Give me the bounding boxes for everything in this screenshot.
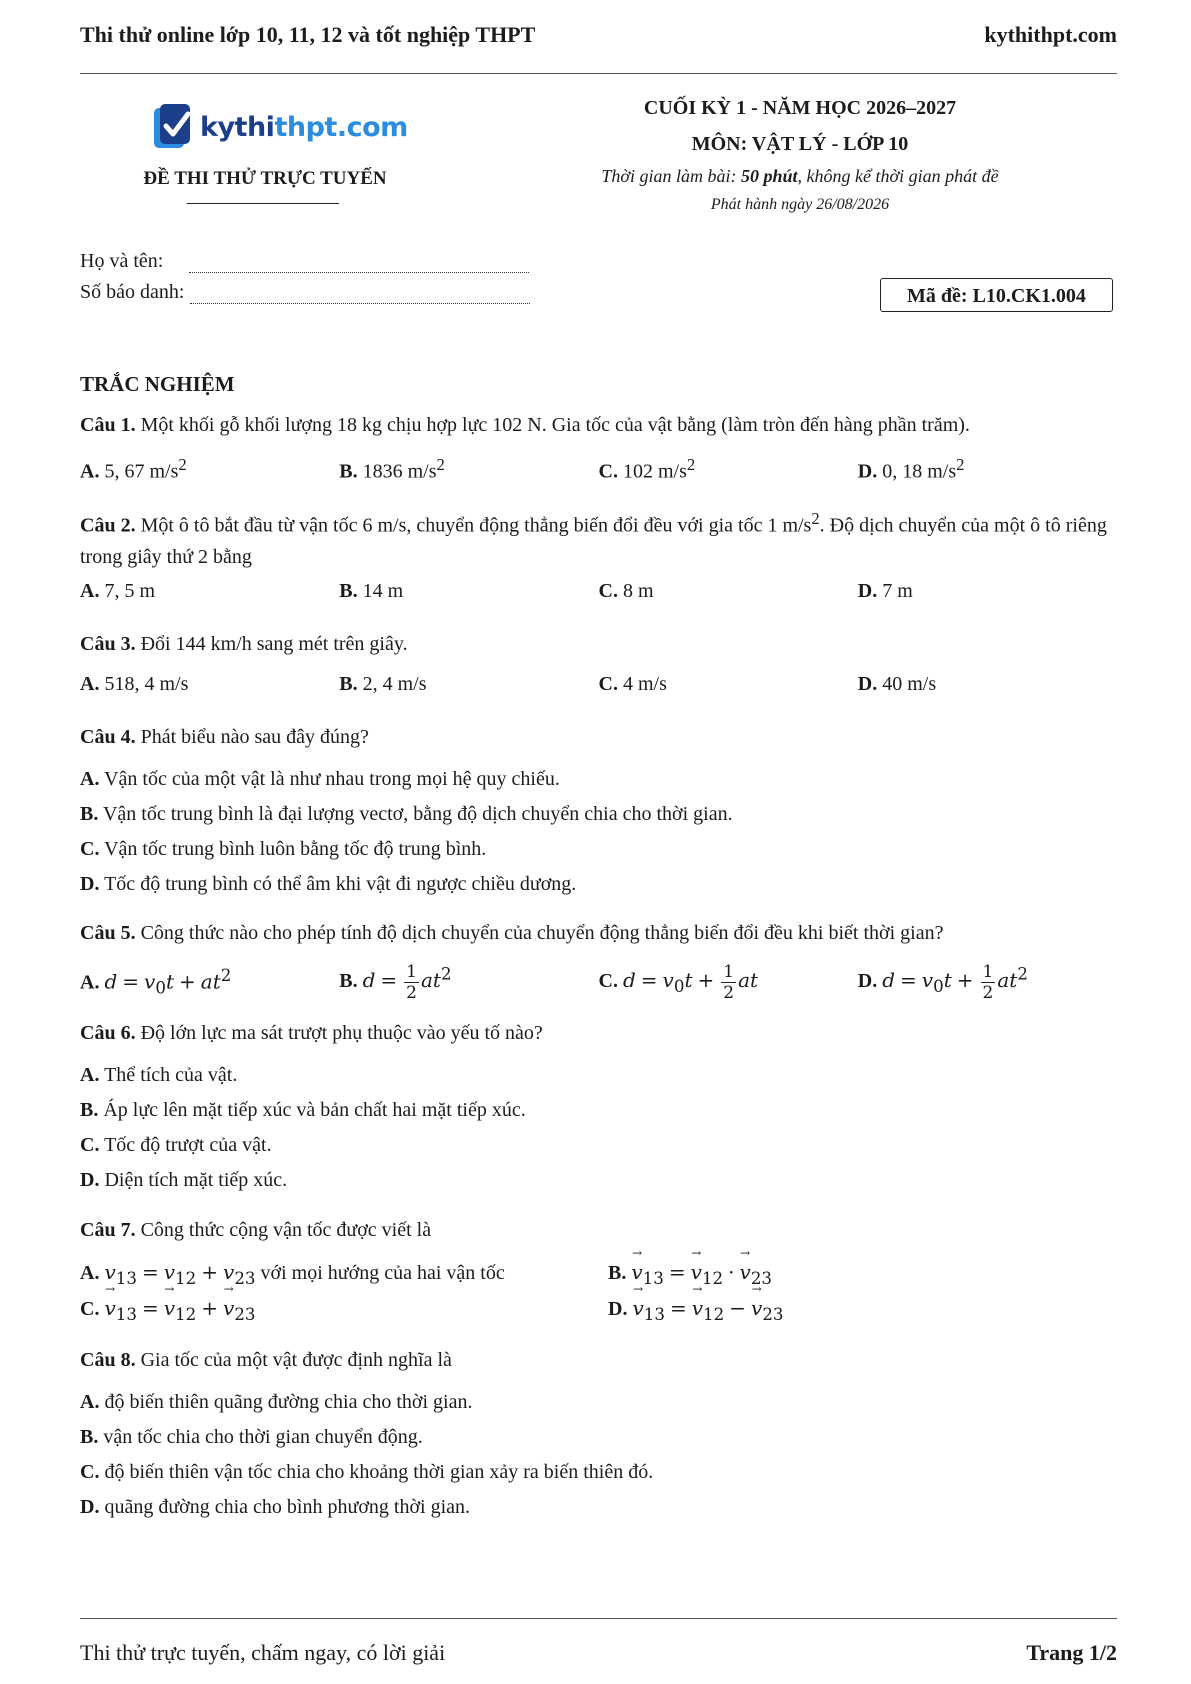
section-title: TRẮC NGHIỆM bbox=[80, 372, 235, 396]
question-8-option-d[interactable] bbox=[80, 1496, 470, 1519]
option-label: C. bbox=[598, 673, 618, 695]
option-label: D. bbox=[857, 969, 878, 992]
option-unit: m/s bbox=[657, 460, 687, 483]
duration-suffix: , không kể thời gian phát đề bbox=[797, 166, 999, 186]
option-label: B. bbox=[80, 1099, 99, 1121]
option-b[interactable] bbox=[339, 580, 598, 603]
question-text: Công thức nào cho phép tính độ dịch chuyển của chuyển động thẳng biến đổi đều khi biết thời gian? bbox=[140, 922, 944, 944]
option-text: vận tốc chia cho thời gian chuyển động. bbox=[103, 1426, 423, 1448]
option-value: 40 m/s bbox=[882, 673, 937, 695]
question-4-option-b[interactable] bbox=[80, 803, 733, 826]
option-d[interactable] bbox=[858, 673, 1117, 696]
id-label: Số báo danh: bbox=[80, 281, 185, 303]
duration-value: 50 phút bbox=[741, 166, 798, 186]
question-4 bbox=[80, 722, 1117, 753]
question-text: Công thức cộng vận tốc được viết là bbox=[140, 1219, 432, 1241]
exam-info bbox=[560, 96, 1040, 214]
option-text: độ biến thiên vận tốc chia cho khoảng thời gian xảy ra biến thiên đó. bbox=[104, 1461, 654, 1483]
option-value: 5, 67 bbox=[104, 460, 145, 483]
question-6 bbox=[80, 1018, 1117, 1049]
option-unit: m/s bbox=[927, 460, 957, 483]
question-2: Câu 2. Một ô tô bắt đầu từ vận tốc 6 m/s, chuyển động thẳng biến đổi đều với gia tốc 1 $m/s^2$. Độ dịch chuyển của một ô tô riêng trong giây thứ 2 bằng bbox=[80, 509, 1107, 568]
question-4-option-d[interactable] bbox=[80, 873, 576, 896]
option-label: A. bbox=[80, 460, 100, 483]
option-label: D. bbox=[857, 460, 878, 483]
option-value: 2, 4 m/s bbox=[362, 673, 427, 695]
question-6-option-c[interactable] bbox=[80, 1134, 272, 1157]
option-text: Thể tích của vật. bbox=[104, 1064, 238, 1086]
duration-prefix: Thời gian làm bài: bbox=[601, 166, 741, 186]
exam-code-box: Mã đề: L10.CK1.004 bbox=[880, 278, 1113, 312]
question-text: Gia tốc của một vật được định nghĩa là bbox=[140, 1349, 452, 1371]
option-c[interactable] bbox=[599, 580, 858, 603]
option-a[interactable] bbox=[80, 580, 339, 603]
option-text: với mọi hướng của hai vận tốc bbox=[260, 1262, 505, 1284]
question-text: Đổi 144 km/h sang mét trên giây. bbox=[140, 633, 408, 655]
option-unit: m/s bbox=[407, 460, 437, 483]
option-label: A. bbox=[80, 673, 100, 695]
option-value: 8 m bbox=[622, 580, 654, 602]
option-c[interactable] bbox=[599, 673, 858, 696]
option-label: A. bbox=[80, 580, 100, 602]
option-label: D. bbox=[608, 1298, 628, 1320]
option-a[interactable]: A. 5, 67 $m/s^2$ bbox=[80, 455, 187, 483]
option-label: D. bbox=[857, 580, 878, 602]
option-label: C. bbox=[598, 460, 618, 483]
option-value: 4 m/s bbox=[622, 673, 667, 695]
option-label: B. bbox=[339, 580, 358, 602]
page-footer bbox=[80, 1640, 1117, 1666]
option-text: Áp lực lên mặt tiếp xúc và bản chất hai mặt tiếp xúc. bbox=[103, 1099, 526, 1121]
option-value: 7 m bbox=[882, 580, 913, 602]
name-label: Họ và tên: bbox=[80, 250, 164, 272]
question-text: Độ lớn lực ma sát trượt phụ thuộc vào yếu tố nào? bbox=[140, 1022, 543, 1044]
option-b[interactable]: B. d = $\frac{1}{2}$ $at^2$ bbox=[339, 961, 452, 1003]
question-4-option-a[interactable] bbox=[80, 768, 560, 791]
question-8-option-b[interactable] bbox=[80, 1426, 423, 1449]
question-number: Câu 8. bbox=[80, 1349, 136, 1371]
exam-duration bbox=[560, 166, 1040, 187]
site-logo bbox=[152, 102, 408, 152]
exam-type-title: ĐỀ THI THỬ TRỰC TUYẾN bbox=[143, 168, 387, 189]
id-field bbox=[80, 281, 530, 304]
option-c[interactable]: C. 102 $m/s^2$ bbox=[598, 455, 696, 483]
question-text-part-1: Một ô tô bắt đầu từ vận tốc 6 m/s, chuyển động thẳng biến đổi đều với gia tốc 1 m/s bbox=[140, 514, 812, 537]
option-text: độ biến thiên quãng đường chia cho thời gian. bbox=[104, 1391, 473, 1413]
question-6-option-b[interactable] bbox=[80, 1099, 526, 1122]
option-label: B. bbox=[80, 1426, 99, 1448]
question-8-option-a[interactable] bbox=[80, 1391, 472, 1414]
page-number: Trang 1/2 bbox=[1026, 1640, 1117, 1665]
option-label: C. bbox=[80, 838, 100, 860]
option-label: C. bbox=[598, 969, 618, 992]
exam-term: CUỐI KỲ 1 - NĂM HỌC 2026–2027 bbox=[643, 97, 957, 119]
question-7-option-c[interactable]: C. → $v_{13}$ = → $v_{12}$ + → $v_{23}$ bbox=[80, 1296, 256, 1324]
option-d[interactable] bbox=[858, 580, 1117, 603]
header-title: Thi thử online lớp 10, 11, 12 và tốt nghiệp THPT bbox=[80, 22, 536, 47]
option-label: D. bbox=[80, 1496, 100, 1518]
option-a[interactable]: A. $d = v_0t + at^2$ bbox=[80, 966, 232, 998]
option-d[interactable]: D. $d = v_0t$ + $\frac{1}{2}$ $at^2$ bbox=[857, 961, 1028, 1003]
option-label: C. bbox=[80, 1298, 100, 1320]
option-label: A. bbox=[80, 1262, 100, 1284]
option-text: Vận tốc trung bình luôn bằng tốc độ trung bình. bbox=[104, 838, 487, 860]
option-value: 102 bbox=[622, 460, 653, 483]
option-d[interactable]: D. 0, 18 $m/s^2$ bbox=[857, 455, 965, 483]
question-number: Câu 1. bbox=[80, 414, 136, 436]
question-number: Câu 6. bbox=[80, 1022, 136, 1044]
question-8 bbox=[80, 1345, 1117, 1376]
question-3 bbox=[80, 629, 1117, 660]
option-b[interactable] bbox=[339, 673, 598, 696]
question-6-option-a[interactable] bbox=[80, 1064, 237, 1087]
option-label: C. bbox=[80, 1134, 100, 1156]
question-text: Phát biểu nào sau đây đúng? bbox=[140, 726, 369, 748]
name-field bbox=[80, 250, 529, 273]
option-text: Diện tích mặt tiếp xúc. bbox=[104, 1169, 288, 1191]
option-b[interactable]: B. 1836 $m/s^2$ bbox=[339, 455, 445, 483]
question-2-options bbox=[80, 580, 1117, 603]
name-input-line[interactable] bbox=[189, 258, 529, 273]
question-number: Câu 3. bbox=[80, 633, 136, 655]
option-label: A. bbox=[80, 1064, 100, 1086]
exam-page bbox=[80, 0, 1117, 1684]
id-input-line[interactable] bbox=[190, 289, 530, 304]
option-label: D. bbox=[80, 873, 100, 895]
logo-wordmark bbox=[200, 112, 408, 143]
question-text-part-2: . Độ dịch chuyển của một ô tô riêng trong giây thứ 2 bằng bbox=[80, 514, 1107, 568]
option-a[interactable] bbox=[80, 673, 339, 696]
option-label: B. bbox=[608, 1262, 627, 1284]
option-value: 0, 18 bbox=[882, 460, 923, 483]
option-value: 7, 5 m bbox=[104, 580, 156, 602]
title-underline bbox=[187, 203, 339, 204]
question-5-options bbox=[80, 958, 1117, 1006]
header-divider bbox=[80, 73, 1117, 74]
footer-slogan: Thi thử trực tuyến, chấm ngay, có lời giải bbox=[80, 1640, 446, 1665]
logo-part-2: thpt.com bbox=[274, 111, 408, 143]
question-1-options bbox=[80, 455, 1117, 484]
option-label: C. bbox=[80, 1461, 100, 1483]
option-label: A. bbox=[80, 971, 100, 994]
question-7-option-b[interactable]: B. → $v_{13}$ = → $v_{12}$ · → $v_{23}$ bbox=[608, 1260, 772, 1288]
option-text: Tốc độ trung bình có thể âm khi vật đi ngược chiều dương. bbox=[104, 873, 577, 895]
option-value: 518, 4 m/s bbox=[104, 673, 189, 695]
option-text: Vận tốc của một vật là như nhau trong mọi hệ quy chiếu. bbox=[104, 768, 560, 790]
footer-divider bbox=[80, 1618, 1117, 1619]
question-7-option-a[interactable]: A. $v_{13} = v_{12} + v_{23}$ với mọi hướng của hai vận tốc bbox=[80, 1260, 505, 1288]
option-text: Tốc độ trượt của vật. bbox=[104, 1134, 272, 1156]
option-label: C. bbox=[598, 580, 618, 602]
question-6-option-d[interactable] bbox=[80, 1169, 287, 1192]
option-label: B. bbox=[339, 673, 358, 695]
option-label: A. bbox=[80, 1391, 100, 1413]
option-label: B. bbox=[339, 460, 358, 483]
option-label: A. bbox=[80, 768, 100, 790]
option-label: B. bbox=[339, 969, 358, 992]
header-site: kythithpt.com bbox=[984, 22, 1117, 47]
option-text: Vận tốc trung bình là đại lượng vectơ, bằng độ dịch chuyển chia cho thời gian. bbox=[102, 803, 733, 825]
option-unit: m/s bbox=[149, 460, 179, 483]
page-header bbox=[80, 22, 1117, 48]
question-3-options bbox=[80, 673, 1117, 696]
logo-icon bbox=[152, 102, 196, 152]
option-value: 1836 bbox=[362, 460, 403, 483]
question-text: Một khối gỗ khối lượng 18 kg chịu hợp lực 102 N. Gia tốc của vật bằng (làm tròn đến hàng phần trăm). bbox=[140, 414, 970, 436]
question-7 bbox=[80, 1215, 1117, 1246]
option-label: B. bbox=[80, 803, 99, 825]
question-8-option-c[interactable] bbox=[80, 1461, 653, 1484]
logo-part-1: kythi bbox=[200, 111, 275, 143]
option-label: D. bbox=[80, 1169, 100, 1191]
question-number: Câu 5. bbox=[80, 922, 136, 944]
option-label: D. bbox=[857, 673, 878, 695]
question-4-option-c[interactable] bbox=[80, 838, 486, 861]
exam-subject: MÔN: VẬT LÝ - LỚP 10 bbox=[691, 133, 909, 155]
question-number: Câu 7. bbox=[80, 1219, 136, 1241]
question-7-option-d[interactable]: D. → $v_{13}$ = → $v_{12}$ − → $v_{23}$ bbox=[608, 1296, 784, 1324]
question-number: Câu 2. bbox=[80, 514, 136, 537]
exam-issue-date: Phát hành ngày 26/08/2026 bbox=[710, 196, 890, 213]
option-c[interactable]: C. $d = v_0t$ + $\frac{1}{2}$ at bbox=[598, 961, 759, 1003]
question-number: Câu 4. bbox=[80, 726, 136, 748]
question-1 bbox=[80, 410, 1117, 441]
question-5 bbox=[80, 918, 1117, 949]
option-text: quãng đường chia cho bình phương thời gian. bbox=[104, 1496, 471, 1518]
option-value: 14 m bbox=[362, 580, 404, 602]
